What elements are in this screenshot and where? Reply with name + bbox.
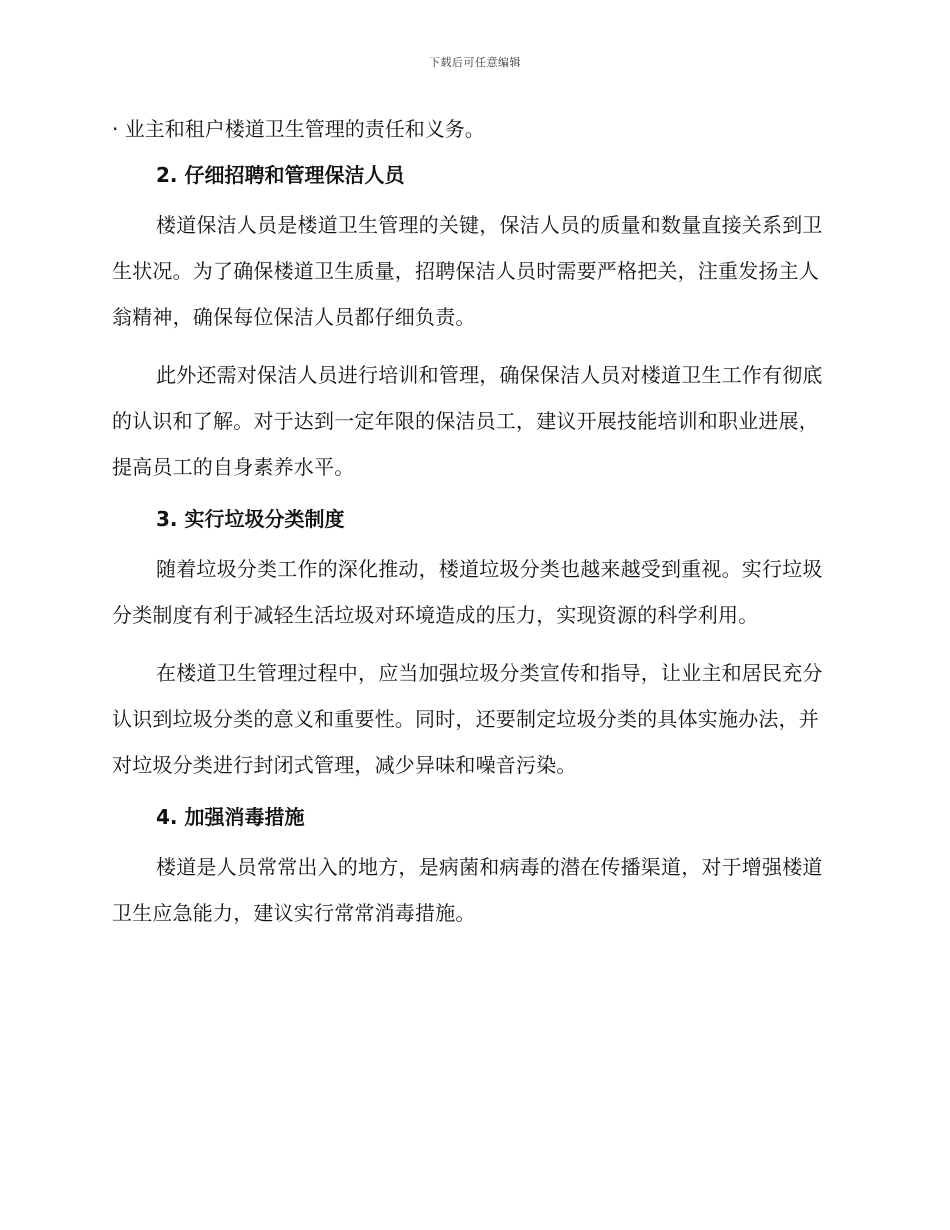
paragraph: 在楼道卫生管理过程中，应当加强垃圾分类宣传和指导，让业主和居民充分认识到垃圾分类的意义和重要性。同时，还要制定垃圾分类的具体实施办法，并对垃圾分类进行封闭式管理，减少异味和噪音污染。 — [112, 661, 823, 777]
section-heading-3: 3. 实行垃圾分类制度 — [156, 507, 345, 531]
bullet-item: · 业主和租户楼道卫生管理的责任和义务。 — [112, 117, 485, 141]
paragraph: 此外还需对保洁人员进行培训和管理，确保保洁人员对楼道卫生工作有彻底的认识和了解。对于达到一定年限的保洁员工，建议开展技能培训和职业进展，提高员工的自身素养水平。 — [112, 363, 823, 479]
paragraph: 楼道是人员常常出入的地方，是病菌和病毒的潜在传播渠道，对于增强楼道卫生应急能力，建议实行常常消毒措施。 — [112, 855, 823, 925]
paragraph: 楼道保洁人员是楼道卫生管理的关键，保洁人员的质量和数量直接关系到卫生状况。为了确保楼道卫生质量，招聘保洁人员时需要严格把关，注重发扬主人翁精神，确保每位保洁人员都仔细负责。 — [112, 213, 823, 329]
section-heading-4: 4. 加强消毒措施 — [156, 805, 305, 829]
section-heading-2: 2. 仔细招聘和管理保洁人员 — [156, 163, 405, 187]
page-header-note: 下载后可任意编辑 — [429, 56, 521, 69]
paragraph: 随着垃圾分类工作的深化推动，楼道垃圾分类也越来越受到重视。实行垃圾分类制度有利于减轻生活垃圾对环境造成的压力，实现资源的科学利用。 — [112, 557, 823, 627]
document-body — [112, 112, 834, 936]
